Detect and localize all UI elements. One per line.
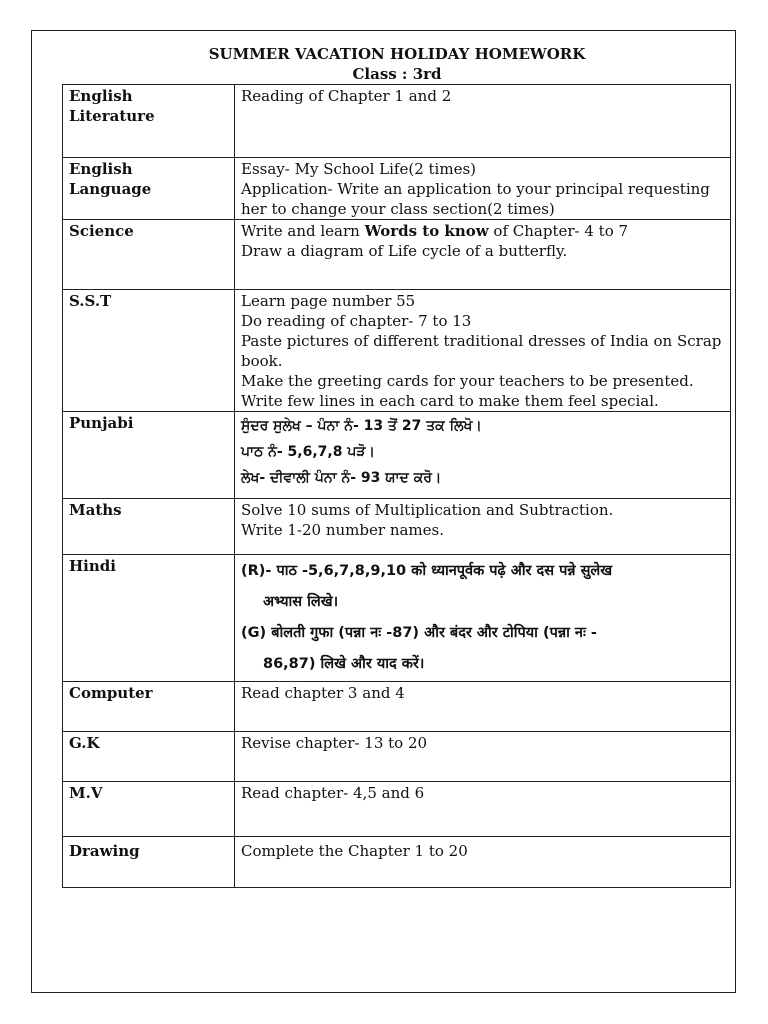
subject-name: M.V bbox=[69, 784, 103, 802]
subject-cell bbox=[63, 220, 235, 290]
document-title: SUMMER VACATION HOLIDAY HOMEWORK bbox=[208, 45, 586, 63]
table-row bbox=[63, 555, 731, 682]
task-cell bbox=[235, 220, 731, 290]
subject-name: English bbox=[69, 160, 133, 178]
table-row bbox=[63, 782, 731, 837]
task-line: Draw a diagram of Life cycle of a butterfly. bbox=[241, 242, 568, 260]
table-row bbox=[63, 412, 731, 499]
task-line: Read chapter 3 and 4 bbox=[241, 684, 405, 702]
task-line: book. bbox=[241, 352, 283, 370]
subject-name: Drawing bbox=[69, 842, 140, 860]
task-line: her to change your class section(2 times) bbox=[241, 200, 555, 218]
task-text: Write and learn bbox=[241, 222, 365, 240]
table-row bbox=[63, 220, 731, 290]
task-line: Paste pictures of different traditional dresses of India on Scrap bbox=[241, 332, 722, 350]
subject-cell bbox=[63, 782, 235, 837]
task-line: ਲੇਖ- ਦੀਵਾਲੀ ਪੰਨਾ ਨੰ- 93 ਯਾਦ ਕਰੋ। bbox=[241, 470, 442, 486]
task-line: Do reading of chapter- 7 to 13 bbox=[241, 312, 472, 330]
subject-name: G.K bbox=[69, 734, 100, 752]
subject-name: Literature bbox=[69, 107, 155, 125]
subject-cell bbox=[63, 85, 235, 158]
task-line: (R)- पाठ -5,6,7,8,9,10 को ध्यानपूर्वक पढ़े और दस पन्ने सुलेख bbox=[241, 563, 613, 579]
table-row bbox=[63, 290, 731, 412]
subject-cell bbox=[63, 682, 235, 732]
table-row bbox=[63, 158, 731, 220]
homework-table bbox=[62, 84, 731, 888]
task-line: Application- Write an application to your principal requesting bbox=[241, 180, 710, 198]
table-row bbox=[63, 499, 731, 555]
task-line: अभ्यास लिखे। bbox=[263, 594, 339, 610]
task-cell bbox=[235, 732, 731, 782]
subject-name: Maths bbox=[69, 501, 122, 519]
task-line: (G) बोलती गुफा (पन्ना नः -87) और बंदर और टोपिया (पन्ना नः - bbox=[241, 625, 597, 641]
task-cell bbox=[235, 412, 731, 499]
subject-name: Language bbox=[69, 180, 152, 198]
subject-name: Hindi bbox=[69, 557, 116, 575]
task-line: Solve 10 sums of Multiplication and Subtraction. bbox=[241, 501, 614, 519]
task-cell bbox=[235, 837, 731, 888]
task-line: Make the greeting cards for your teachers to be presented. bbox=[241, 372, 694, 390]
task-line: Complete the Chapter 1 to 20 bbox=[241, 842, 468, 860]
task-line: Write 1-20 number names. bbox=[241, 521, 444, 539]
subject-name: S.S.T bbox=[69, 292, 112, 310]
subject-cell bbox=[63, 732, 235, 782]
subject-cell bbox=[63, 290, 235, 412]
task-line: 86,87) लिखे और याद करें। bbox=[263, 656, 425, 672]
task-line bbox=[241, 221, 724, 241]
table-row bbox=[63, 732, 731, 782]
task-cell bbox=[235, 682, 731, 732]
task-cell bbox=[235, 499, 731, 555]
task-line: Revise chapter- 13 to 20 bbox=[241, 734, 428, 752]
subject-name: Computer bbox=[69, 684, 153, 702]
subject-cell bbox=[63, 837, 235, 888]
task-line: Read chapter- 4,5 and 6 bbox=[241, 784, 425, 802]
subject-name: English bbox=[69, 87, 133, 105]
task-line: Write few lines in each card to make them feel special. bbox=[241, 392, 659, 410]
task-line: Learn page number 55 bbox=[241, 292, 416, 310]
subject-cell bbox=[63, 158, 235, 220]
task-cell bbox=[235, 290, 731, 412]
task-line: ਪਾਠ ਨੰ- 5,6,7,8 ਪੜੋ। bbox=[241, 444, 375, 460]
table-row bbox=[63, 837, 731, 888]
class-label: Class : 3rd bbox=[352, 65, 442, 83]
task-line: ਸੁੰਦਰ ਸੁਲੇਖ – ਪੰਨਾ ਨੰ- 13 ਤੋਂ 27 ਤਕ ਲਿਖੋ। bbox=[241, 418, 482, 434]
task-cell bbox=[235, 158, 731, 220]
task-line: Reading of Chapter 1 and 2 bbox=[241, 87, 452, 105]
task-emphasis: Words to know bbox=[364, 222, 489, 240]
subject-cell bbox=[63, 499, 235, 555]
task-cell bbox=[235, 555, 731, 682]
table-row bbox=[63, 85, 731, 158]
subject-name: Science bbox=[69, 222, 134, 240]
table-row bbox=[63, 682, 731, 732]
subject-name: Punjabi bbox=[69, 414, 134, 432]
task-cell bbox=[235, 85, 731, 158]
task-text: of Chapter- 4 to 7 bbox=[488, 222, 629, 240]
task-cell bbox=[235, 782, 731, 837]
subject-cell bbox=[63, 412, 235, 499]
task-line: Essay- My School Life(2 times) bbox=[241, 160, 476, 178]
subject-cell bbox=[63, 555, 235, 682]
